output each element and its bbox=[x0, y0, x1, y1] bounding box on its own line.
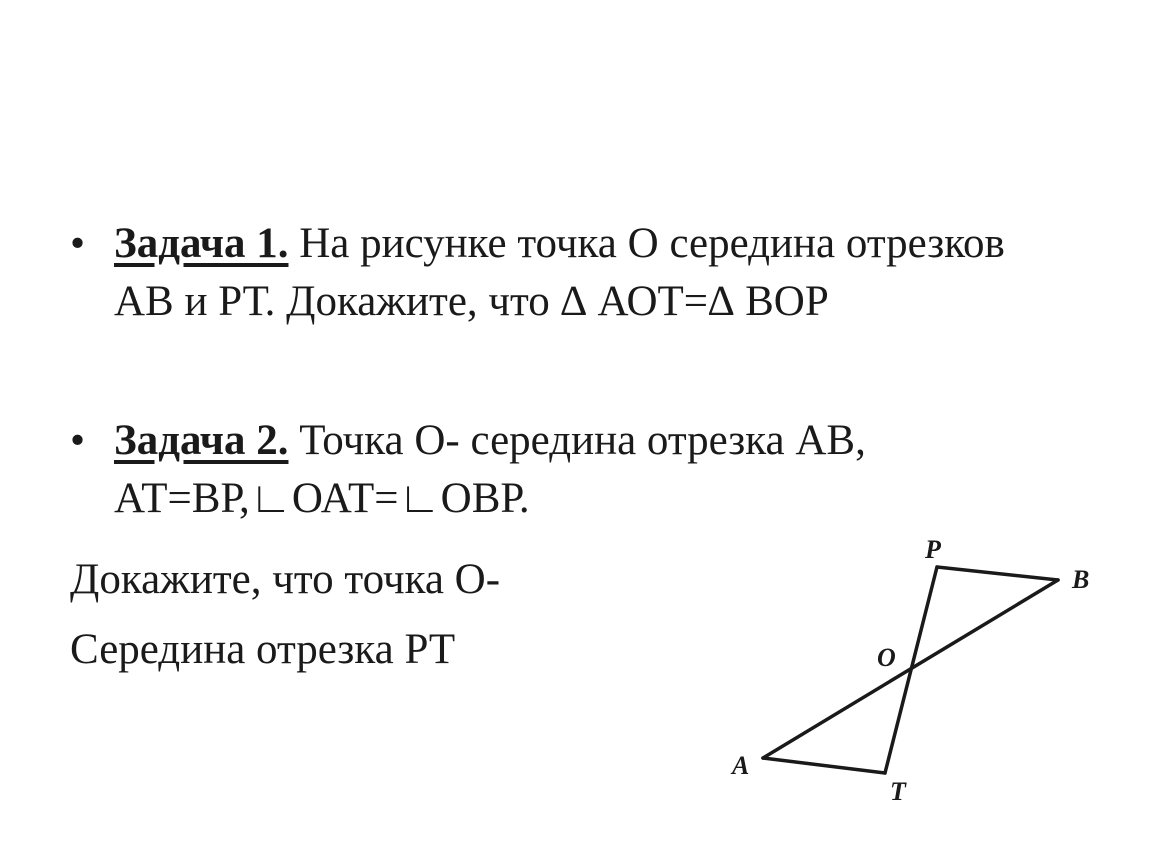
task-1-heading: Задача 1. bbox=[114, 220, 289, 267]
bullet-marker: • bbox=[70, 417, 86, 464]
task-1-text: На рисунке точка О середина отрезков АВ и РТ. Докажите, что ∆ АОТ=∆ ВОР bbox=[114, 220, 1005, 325]
task-2-text: Точка О- середина отрезка АВ, АТ=ВР,∟ОАТ=∟ОВР. bbox=[114, 417, 866, 522]
prove-line-1: Докажите, что точка О- bbox=[70, 556, 501, 603]
segment-pb bbox=[937, 567, 1058, 580]
segment-ab bbox=[763, 580, 1058, 758]
geometry-figure bbox=[720, 520, 1110, 820]
label-p: P bbox=[925, 535, 941, 564]
task-1-item bbox=[70, 215, 1060, 331]
task-2-item bbox=[70, 412, 1060, 528]
label-a: A bbox=[732, 751, 750, 780]
bullet-marker: • bbox=[70, 220, 86, 267]
label-o: O bbox=[877, 643, 896, 672]
prove-line-2: Середина отрезка РТ bbox=[70, 626, 456, 673]
task-1-body bbox=[114, 215, 1060, 331]
label-t: T bbox=[890, 777, 906, 806]
label-b: B bbox=[1072, 565, 1090, 594]
task-2-body bbox=[114, 412, 1060, 528]
task-2-heading: Задача 2. bbox=[114, 417, 289, 464]
segment-at bbox=[763, 758, 885, 773]
